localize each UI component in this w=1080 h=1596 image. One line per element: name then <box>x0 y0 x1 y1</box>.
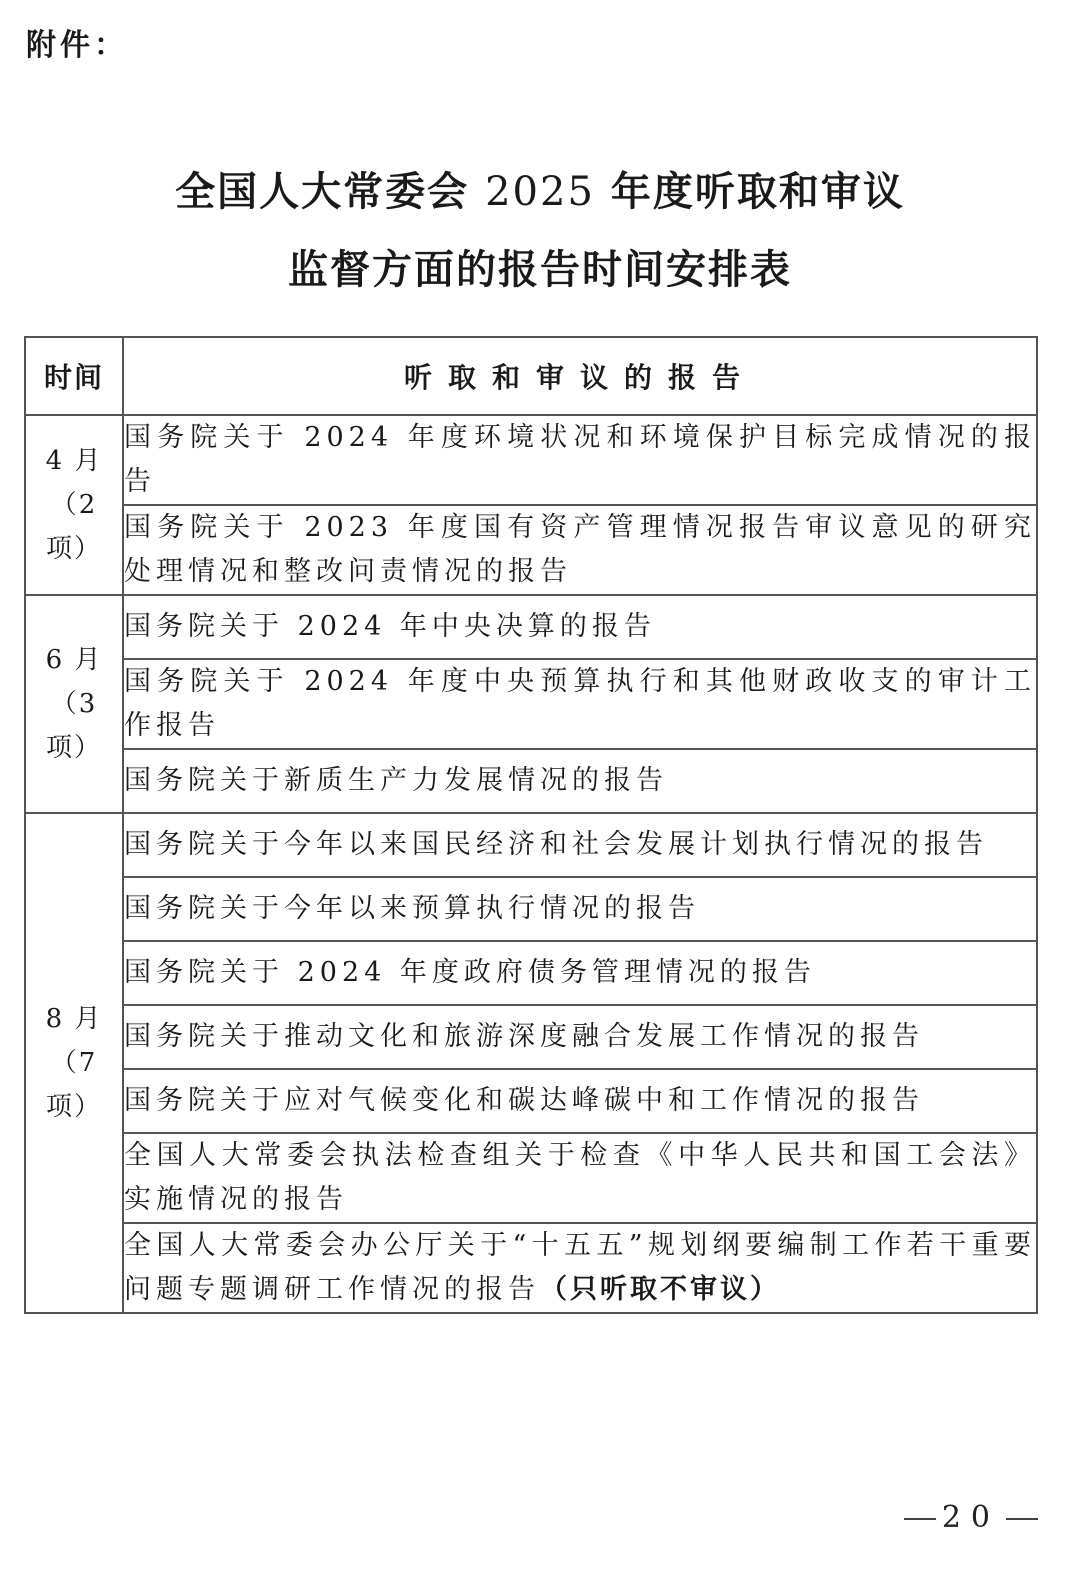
month-count: （3 项） <box>45 689 102 763</box>
schedule-table <box>24 336 1038 1314</box>
report-cell-last <box>123 1223 1037 1313</box>
table-row <box>25 1069 1037 1133</box>
month-label: 8 月 <box>45 1004 103 1034</box>
title-prefix: 全国人大常委会 <box>175 169 470 215</box>
month-cell-april <box>25 415 123 595</box>
table-row <box>25 1005 1037 1069</box>
table-row <box>25 505 1037 595</box>
table-row <box>25 749 1037 813</box>
table-row <box>25 1133 1037 1223</box>
month-cell-june <box>25 595 123 813</box>
header-report: 听取和审议的报告 <box>123 337 1037 415</box>
month-label: 4 月 <box>45 446 103 476</box>
table-row <box>25 659 1037 749</box>
report-cell: 国务院关于今年以来国民经济和社会发展计划执行情况的报告 <box>123 813 1037 877</box>
attachment-label: 附件： <box>26 28 128 63</box>
table-row <box>25 595 1037 659</box>
report-cell: 国务院关于 2024 年中央决算的报告 <box>123 595 1037 659</box>
report-cell: 国务院关于 2024 年度环境状况和环境保护目标完成情况的报告 <box>123 415 1037 505</box>
month-cell-august <box>25 813 123 1313</box>
title-year: 2025 <box>485 169 595 215</box>
table-row <box>25 813 1037 877</box>
report-text: 全国人大常委会办公厅关于“十五五”规划纲要编制工作若干重要问题专题调研工作情况的报告 <box>124 1230 1036 1305</box>
month-label: 6 月 <box>45 645 103 675</box>
month-count: （2 项） <box>45 490 102 564</box>
document-title-line1 <box>0 160 1080 217</box>
dash-right <box>1006 1518 1038 1520</box>
month-count: （7 项） <box>45 1048 102 1122</box>
title-suffix: 年度听取和审议 <box>610 169 905 215</box>
table-row <box>25 941 1037 1005</box>
table-header-row <box>25 337 1037 415</box>
page-number <box>898 1500 1044 1535</box>
report-cell: 国务院关于推动文化和旅游深度融合发展工作情况的报告 <box>123 1005 1037 1069</box>
header-time: 时间 <box>25 337 123 415</box>
table-row <box>25 415 1037 505</box>
report-cell: 国务院关于 2024 年度政府债务管理情况的报告 <box>123 941 1037 1005</box>
table-row <box>25 877 1037 941</box>
report-cell: 全国人大常委会执法检查组关于检查《中华人民共和国工会法》实施情况的报告 <box>123 1133 1037 1223</box>
report-cell: 国务院关于应对气候变化和碳达峰碳中和工作情况的报告 <box>123 1069 1037 1133</box>
listen-only-note: （只听取不审议） <box>540 1274 780 1305</box>
document-title-line2: 监督方面的报告时间安排表 <box>288 247 792 293</box>
report-cell: 国务院关于今年以来预算执行情况的报告 <box>123 877 1037 941</box>
report-cell: 国务院关于 2023 年度国有资产管理情况报告审议意见的研究处理情况和整改问责情况的报告 <box>123 505 1037 595</box>
table-row <box>25 1223 1037 1313</box>
report-cell: 国务院关于 2024 年度中央预算执行和其他财政收支的审计工作报告 <box>123 659 1037 749</box>
report-cell: 国务院关于新质生产力发展情况的报告 <box>123 749 1037 813</box>
dash-left <box>904 1518 936 1520</box>
page-number-value: 20 <box>941 1500 1000 1535</box>
